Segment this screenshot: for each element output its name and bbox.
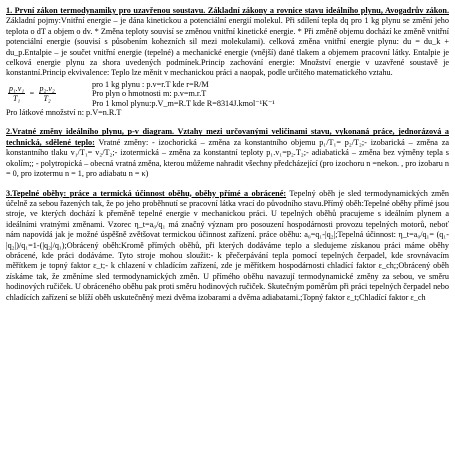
section-3 — [6, 189, 449, 303]
section-3-text: Tepelný oběh je sled termodynamických změn účelně za sebou řazených tak, že po jeho proběhnutí se pracovní látka vrací do původního stavu.Přímý oběh:Tepelné oběhy přímé jsou stroje, ve kterých dochází k přeměně tepelné energie v mechanickou práci. U tepelných oběhů pracujeme s ideálním plynem a ideálními vratnými změnami. Vzorec η_t=a₀/q₁ má značný význam pro posouzení hospodárnosti provozu tepelných motorů, neboť nám napovídá jak je možné úspěšně zvětšovat termickou účinnost zařízení. práce oběhu: a₀=q₁-|q₂|;Tepelná účinnost: η_t=a₀/q₁= (q₁-|q₂|)/q₁=1-(|q₂|/q₁);Obrácený oběh:Kromě přímých oběhů, při kterých dodáváme teplo a sledujeme získanou práci máme oběhy obrácené, kde práci dodáváme. Tyto stroje mohou sloužit:- k přečerpávání tepla pomocí tepelných čerpadel, kde srovnávacím měřítkem je topný faktor ε_t;- k chlazení v chladícím zařízení, zde je měřítkem hospodárnosti chladící faktor ε_ch;;Obrácený oběh získáme tak, že změníme sled termodynamických změn. U přímého oběhu navazují termodynamické změny za sebou, ve směru hodinových ručiček. U obráceného oběhu pak proti směru hodinových ručiček. Skutečným poměrům při práci tepelných čerpadel nebo chladících zařízení se blíží oběh uskutečněný mezi dvěma izobarami a dvěma adiabatami.;Topný faktor ε_t;Chladící faktor ε_ch — [6, 188, 450, 302]
section-1-text: Základní pojmy:Vnitřní energie – je dána kinetickou a potenciální energií molekul. Při sdílení tepla dq pro 1 kg plynu se změní jeho teplota o dT a objem o dv. * Změna teploty souvisí se změnou vnitřní kinetické energie. * Při změně objemu dochází ke změně vnitřní potenciální energie (souvisí s působením kohezních sil mezi molekulami). celková změna vnitřní energie plynu: du = du_k + du_p.Entalpie – je součet vnitřní energie (tepelné) a mechanické energie (vnější) dané tlakem a objemem pracovní látky. Entalpie je celková energie plynu za shora uvedených podmínek.Princip zachování energie: Množství energie v uzavřené soustavě je konstantní.Princip ekvivalence: Teplo lze měnit v mechanickou práci a naopak, podle určitého matematického vztahu. — [6, 16, 449, 78]
section-2 — [6, 127, 449, 179]
section-3-title: 3.Tepelné oběhy: práce a termická účinnost oběhu, oběhy přímé a obrácené: — [6, 188, 287, 198]
relation-mass: Pro plyn o hmotnosti m: p.v=m.r.T — [92, 89, 207, 99]
section-1 — [6, 6, 449, 118]
fraction-left-numerator: p₁.v₁ — [9, 84, 25, 94]
gas-law-formulas — [6, 80, 449, 108]
section-1-title: 1. První zákon termodynamiky pro uzavřenou soustavu. Základní zákony a rovnice stavu ideálního plynu, Avogadrův zákon. — [6, 6, 449, 15]
section-2-text: Vratné změny: - izochorická – změna za konstantního objemu p₁/T₁= p₂/T₂;- izobarická – změna za konstantního tlaku v₁/T₁= v₂/T₂;- izotermická – změna za konstantní teploty p₁.v₁=p₂.T₂;- adiabatická – změna bez výměny tepla s okolím;; - polytropická – obecná vratná změna, kterou můžeme nahradit všechny předcházející (pro izochoru n =nekon. , pro izobaru n = 0, pro izotermu n = 1, pro adiabatu n = κ) — [6, 137, 449, 179]
relation-amount: Pro látkové množství n: p.V=n.R.T — [6, 108, 122, 118]
fraction-left-denominator: T₁ — [12, 94, 21, 104]
fraction-right-numerator: p₂.v₂ — [39, 84, 55, 94]
fraction-right — [39, 84, 56, 103]
gas-relations — [92, 80, 275, 108]
fraction-right-denominator: T₂ — [43, 94, 51, 104]
relation-kmol: Pro 1 kmol plynu:p.V_m=R.T kde R=8314J.kmol⁻¹K⁻¹ — [92, 98, 275, 108]
combined-gas-law — [6, 84, 92, 103]
section-2-title: 2.Vratné změny ideálního plynu, p-v diagram. Vztahy mezi určovanými veličinami stavu, vykonaná práce, jednorázová a technická, sdělené teplo: — [6, 127, 449, 147]
fraction-left — [8, 84, 25, 103]
relation-1kg: pro 1 kg plynu : p.v=r.T kde r=R/M — [92, 79, 209, 89]
equals-sign: = — [29, 88, 35, 98]
